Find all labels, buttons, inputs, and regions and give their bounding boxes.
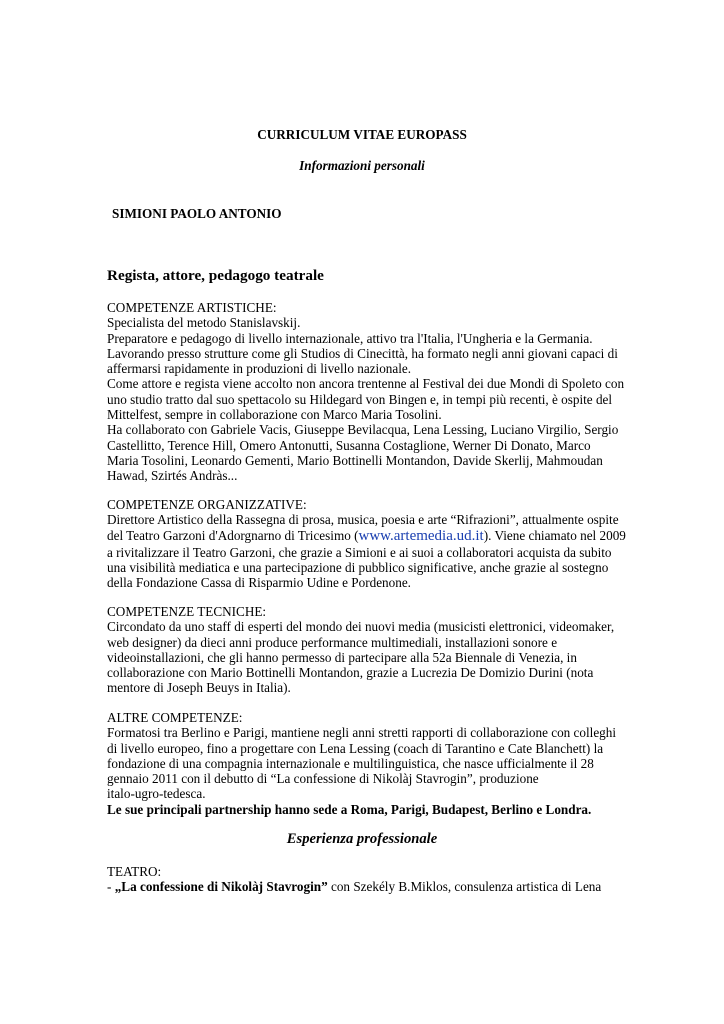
section-heading: COMPETENZE ORGANIZZATIVE: xyxy=(107,497,307,512)
section-teatro xyxy=(107,864,627,895)
text-line: gennaio 2011 con il debutto di “La confessione di Nikolàj Stavrogin”, produzione xyxy=(107,771,539,787)
text-line: Maria Tosolini, Leonardo Gementi, Mario Bottinelli Montandon, Davide Skerlij, Mahmoudan xyxy=(107,452,603,468)
text-line: web designer) da dieci anni produce performance multimediali, installazioni sonore e xyxy=(107,634,558,650)
text-line: italo-ugro-tedesca. xyxy=(107,786,206,802)
text-line: Mittelfest, sempre in collaborazione con Marco Maria Tosolini. xyxy=(107,407,442,423)
section-heading: TEATRO: xyxy=(107,864,162,879)
text-segment: ). Viene chiamato nel 2009 xyxy=(483,527,626,543)
production-title: „La confessione di Nikolàj Stavrogin” xyxy=(114,879,328,895)
text-line: Ha collaborato con Gabriele Vacis, Giuseppe Bevilacqua, Lena Lessing, Luciano Virgilio, Sergio xyxy=(107,422,619,438)
text-line: videoinstallazioni, che gli hanno permesso di partecipare alla 52a Biennale di Venezia, in xyxy=(107,649,577,665)
text-line: Formatosi tra Berlino e Parigi, mantiene negli anni stretti rapporti di collaborazione con colleghi xyxy=(107,725,617,741)
text-line: una visibilità mediatica e una partecipazione di pubblico significative, anche grazie al sostegno xyxy=(107,559,609,575)
text-line: a rivitalizzare il Teatro Garzoni, che grazie a Simioni e ai suoi a collaboratori acquista da subito xyxy=(107,544,612,560)
text-line: Circondato da uno staff di esperti del mondo dei nuovi media (musicisti elettronici, videomaker, xyxy=(107,619,615,635)
section-heading: COMPETENZE ARTISTICHE: xyxy=(107,300,277,315)
text-line: Come attore e regista viene accolto non ancora trentenne al Festival dei due Mondi di Spoleto con xyxy=(107,376,625,392)
text-line-with-link xyxy=(107,528,627,545)
text-line: di livello europeo, fino a progettare con Lena Lessing (coach di Tarantino e Cate Blanchett) la xyxy=(107,740,604,756)
text-line: Direttore Artistico della Rassegna di prosa, musica, poesia e arte “Rifrazioni”, attualmente ospite xyxy=(107,512,619,528)
text-line: Specialista del metodo Stanislavskij. xyxy=(107,315,301,331)
text-segment: con Szekély B.Miklos, consulenza artistica di Lena xyxy=(327,879,602,895)
text-line: collaborazione con Mario Bottinelli Montandon, grazie a Lucrezia De Domizio Durini (nota xyxy=(107,665,594,681)
experience-heading: Esperienza professionale xyxy=(286,831,438,847)
text-line: mentore di Joseph Beuys in Italia). xyxy=(107,680,291,696)
text-line: Preparatore e pedagogo di livello internazionale, attivo tra l'Italia, l'Ungheria e la Germania. xyxy=(107,330,593,346)
text-segment: del Teatro Garzoni d'Adorgnarno di Tricesimo ( xyxy=(107,527,359,543)
person-role: Regista, attore, pedagogo teatrale xyxy=(107,267,324,284)
section-heading: ALTRE COMPETENZE: xyxy=(107,710,243,725)
cv-title: CURRICULUM VITAE EUROPASS xyxy=(257,127,467,142)
website-link[interactable]: www.artemedia.ud.it xyxy=(358,527,484,544)
text-line: affermarsi rapidamente in produzioni di livello nazionale. xyxy=(107,361,412,377)
partnership-line: Le sue principali partnership hanno sede a Roma, Parigi, Budapest, Berlino e Londra. xyxy=(107,801,592,817)
section-tecniche xyxy=(107,604,627,696)
section-organizzative xyxy=(107,497,627,590)
text-line: Castellitto, Terence Hill, Omero Antonutti, Susanna Costaglione, Werner Di Donato, Marco xyxy=(107,437,591,453)
text-line: fondazione di una compagnia internazionale e multilinguistica, che nasce ufficialmente il 28 xyxy=(107,755,594,771)
text-line: Lavorando presso strutture come gli Studios di Cinecittà, ha formato negli anni giovani capaci di xyxy=(107,345,618,361)
text-line: Hawad, Szirtés Andràs... xyxy=(107,468,238,484)
text-line: uno studio tratto dal suo spettacolo su Hildegard von Bingen e, in tempi più recenti, è ospite del xyxy=(107,391,613,407)
text-line: della Fondazione Cassa di Risparmio Udine e Pordenone. xyxy=(107,575,411,591)
section-altre xyxy=(107,710,627,817)
section-artistiche xyxy=(107,300,627,484)
section-subtitle: Informazioni personali xyxy=(299,158,425,173)
person-name: SIMIONI PAOLO ANTONIO xyxy=(112,206,282,221)
bullet-dash: - xyxy=(107,879,115,895)
section-heading: COMPETENZE TECNICHE: xyxy=(107,604,267,619)
experience-item xyxy=(107,879,627,894)
